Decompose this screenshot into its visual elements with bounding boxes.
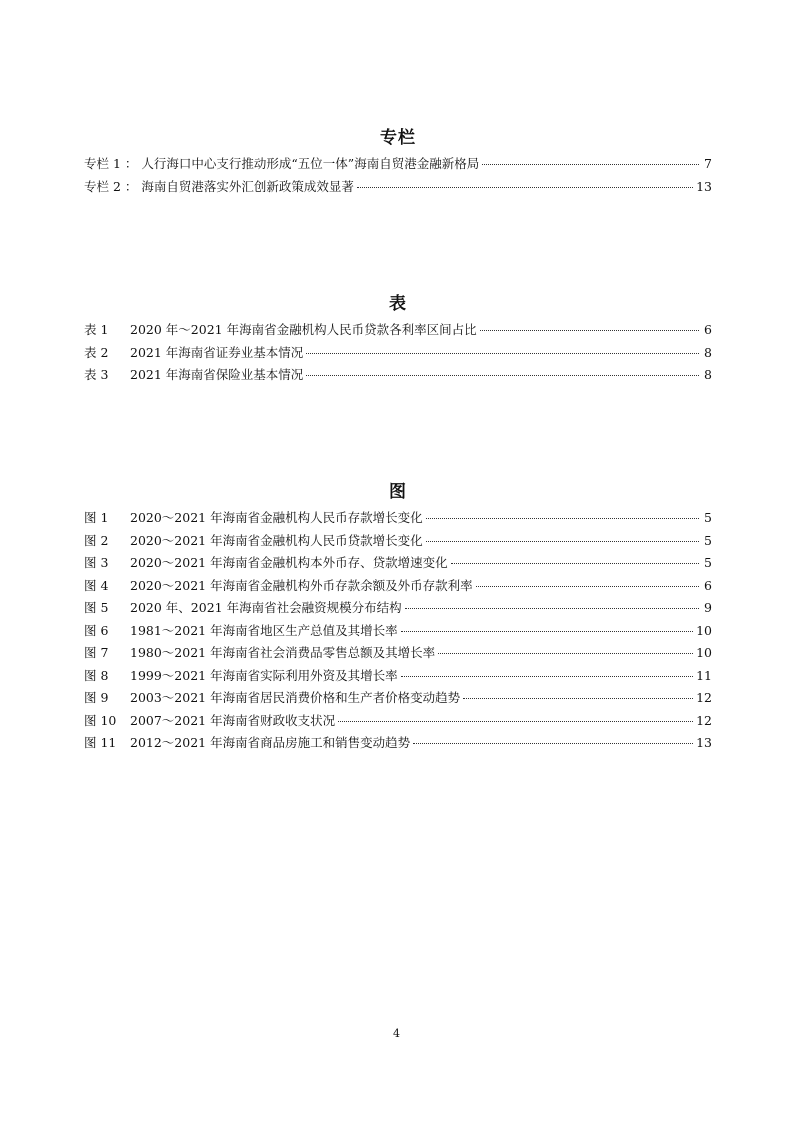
- toc-entry-figure-2[interactable]: [84, 531, 712, 554]
- toc-entry-page: 8: [704, 367, 712, 382]
- dot-leader: [401, 675, 693, 677]
- toc-entry-label: 图 1: [84, 510, 109, 525]
- toc-entry-page: 12: [696, 690, 712, 705]
- dot-leader: [426, 540, 699, 542]
- toc-entry-label: 图 3: [84, 555, 109, 570]
- dot-leader: [405, 607, 699, 609]
- toc-entry-title: 2012～2021 年海南省商品房施工和销售变动趋势: [130, 735, 411, 750]
- toc-entry-title: 1980～2021 年海南省社会消费品零售总额及其增长率: [130, 645, 436, 660]
- toc-entry-figure-3[interactable]: [84, 553, 712, 576]
- toc-entry-page: 10: [696, 645, 712, 660]
- toc-entry-figure-4[interactable]: [84, 576, 712, 599]
- dot-leader: [476, 585, 699, 587]
- toc-entry-title: 1981～2021 年海南省地区生产总值及其增长率: [130, 622, 398, 638]
- dot-leader: [401, 630, 693, 632]
- toc-entry-figure-6[interactable]: [84, 621, 712, 644]
- toc-entry-label: 图 8: [84, 667, 109, 683]
- toc-entry-table-1[interactable]: [84, 320, 712, 343]
- toc-entry-title: 2020～2021 年海南省金融机构外币存款余额及外币存款利率: [130, 577, 473, 593]
- toc-entry-title: 2020～2021 年海南省金融机构人民币存款增长变化: [130, 510, 423, 525]
- columns-section-title: 专栏: [380, 128, 416, 148]
- figures-section: [84, 481, 712, 756]
- toc-entry-title: 2003～2021 年海南省居民消费价格和生产者价格变动趋势: [130, 690, 461, 705]
- dot-leader: [438, 652, 693, 654]
- toc-entry-label: 图 10: [84, 712, 117, 728]
- toc-entry-column-1[interactable]: [84, 154, 712, 177]
- toc-entry-page: 5: [704, 532, 712, 548]
- toc-entry-label: 图 4: [84, 577, 109, 593]
- toc-entry-title: 1999～2021 年海南省实际利用外资及其增长率: [130, 667, 398, 683]
- toc-entry-figure-10[interactable]: [84, 711, 712, 734]
- toc-entry-page: 13: [696, 178, 712, 194]
- toc-entry-page: 6: [704, 322, 712, 337]
- toc-entry-column-2[interactable]: [84, 177, 712, 200]
- page-number: 4: [393, 1027, 400, 1040]
- toc-entry-label: 图 7: [84, 645, 109, 660]
- dot-leader: [413, 742, 693, 744]
- toc-entry-page: 8: [704, 344, 712, 360]
- toc-entry-label: 表 1: [84, 322, 109, 337]
- toc-entry-label: 图 2: [84, 532, 109, 548]
- columns-section: [84, 127, 712, 199]
- toc-entry-table-2[interactable]: [84, 343, 712, 366]
- toc-entry-page: 12: [696, 712, 712, 728]
- toc-entry-title: 2020 年～2021 年海南省金融机构人民币贷款各利率区间占比: [130, 322, 477, 337]
- toc-entry-page: 9: [704, 600, 712, 615]
- toc-entry-figure-1[interactable]: [84, 508, 712, 531]
- toc-entry-page: 5: [704, 555, 712, 570]
- toc-entry-figure-5[interactable]: [84, 598, 712, 621]
- toc-entry-label: 表 3: [84, 367, 109, 382]
- toc-entry-page: 6: [704, 577, 712, 593]
- toc-entry-title: 海南自贸港落实外汇创新政策成效显著: [141, 178, 354, 194]
- toc-entry-page: 11: [696, 667, 712, 683]
- toc-entry-title: 人行海口中心支行推动形成“五位一体”海南自贸港金融新格局: [141, 156, 480, 171]
- toc-entry-title: 2020～2021 年海南省金融机构人民币贷款增长变化: [130, 532, 423, 548]
- toc-entry-page: 5: [704, 510, 712, 525]
- toc-entry-title: 2007～2021 年海南省财政收支状况: [130, 712, 336, 728]
- toc-entry-figure-8[interactable]: [84, 666, 712, 689]
- toc-entry-figure-11[interactable]: [84, 733, 712, 756]
- toc-entry-table-3[interactable]: [84, 365, 712, 388]
- dot-leader: [338, 720, 693, 722]
- dot-leader: [480, 329, 699, 331]
- toc-entry-title: 2020 年、2021 年海南省社会融资规模分布结构: [130, 600, 402, 615]
- toc-entry-figure-7[interactable]: [84, 643, 712, 666]
- dot-leader: [482, 163, 699, 165]
- toc-entry-label: 专栏 2 ：: [84, 178, 138, 194]
- toc-entry-label: 表 2: [84, 344, 109, 360]
- toc-entry-title: 2021 年海南省证券业基本情况: [130, 344, 304, 360]
- dot-leader: [306, 352, 699, 354]
- dot-leader: [463, 697, 693, 699]
- toc-entry-page: 7: [704, 156, 712, 171]
- tables-section-title: 表: [389, 294, 407, 314]
- dot-leader: [451, 562, 699, 564]
- toc-entry-label: 专栏 1 ：: [84, 156, 138, 171]
- toc-entry-label: 图 5: [84, 600, 109, 615]
- toc-entry-title: 2021 年海南省保险业基本情况: [130, 367, 304, 382]
- toc-entry-figure-9[interactable]: [84, 688, 712, 711]
- figure-list: [84, 508, 712, 756]
- tables-section: [84, 293, 712, 388]
- toc-entry-label: 图 11: [84, 735, 117, 750]
- toc-entry-page: 10: [696, 622, 712, 638]
- dot-leader: [357, 186, 693, 188]
- toc-entry-page: 13: [696, 735, 712, 750]
- toc-entry-label: 图 6: [84, 622, 109, 638]
- toc-entry-label: 图 9: [84, 690, 109, 705]
- dot-leader: [426, 517, 699, 519]
- dot-leader: [306, 374, 699, 376]
- toc-entry-title: 2020～2021 年海南省金融机构本外币存、贷款增速变化: [130, 555, 448, 570]
- figures-section-title: 图: [389, 482, 407, 502]
